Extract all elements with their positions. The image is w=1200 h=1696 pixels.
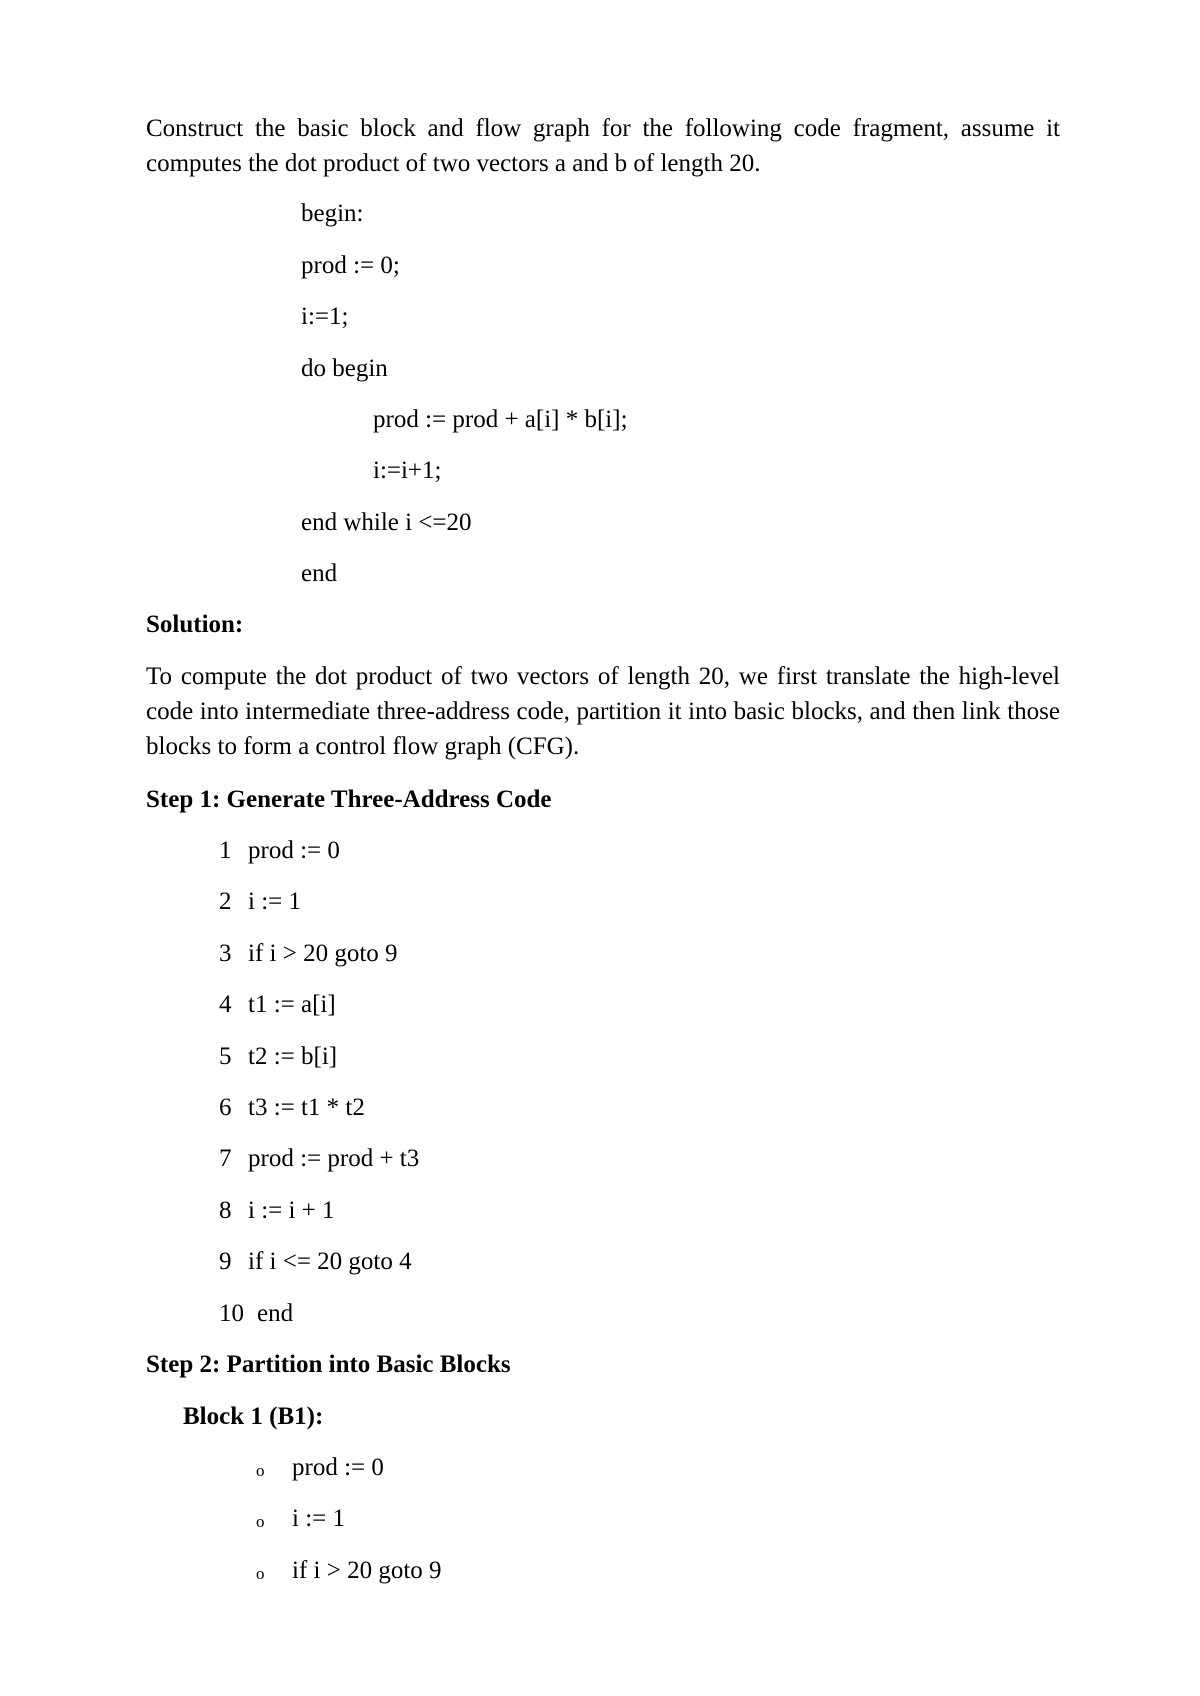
tac-line (219, 1142, 419, 1176)
source-line: end while i <=20 (301, 509, 472, 536)
tac-line-code: end (257, 1300, 294, 1327)
block1-title: Block 1 (B1): (183, 1403, 324, 1430)
tac-line-number: 10 (219, 1300, 244, 1327)
tac-line-number: 9 (219, 1248, 232, 1275)
tac-line-code: prod := prod + t3 (248, 1145, 420, 1172)
tac-line-code: i := i + 1 (248, 1197, 335, 1224)
source-line: do begin (301, 355, 388, 382)
source-line: prod := 0; (301, 252, 400, 279)
tac-line (219, 885, 301, 919)
tac-line-number: 4 (219, 991, 232, 1018)
source-line: end (301, 560, 338, 587)
block1-item: prod := 0 (292, 1454, 384, 1481)
source-line: prod := prod + a[i] * b[i]; (373, 406, 628, 433)
tac-line (219, 937, 398, 971)
bullet-marker: o (256, 1461, 265, 1480)
solution-paragraph: To compute the dot product of two vectors of length 20, we first translate the high-level code into intermediate three-address code, partition it into basic blocks, and then link those blocks to form a control flow graph (CFG). (146, 663, 1060, 760)
tac-line (219, 1040, 337, 1074)
tac-line-code: if i <= 20 goto 4 (248, 1248, 412, 1275)
tac-line-code: prod := 0 (248, 837, 340, 864)
tac-line (219, 1245, 412, 1279)
block1-item: if i > 20 goto 9 (292, 1557, 442, 1584)
tac-line-number: 2 (219, 888, 232, 915)
tac-line-code: t2 := b[i] (248, 1043, 338, 1070)
source-line: i:=1; (301, 303, 349, 330)
tac-line-code: i := 1 (248, 888, 301, 915)
tac-line (219, 834, 340, 868)
bullet-marker: o (256, 1512, 265, 1531)
tac-line-code: t1 := a[i] (248, 991, 336, 1018)
tac-line-number: 6 (219, 1094, 232, 1121)
tac-line (219, 1297, 293, 1331)
tac-line (219, 988, 336, 1022)
tac-line (219, 1091, 365, 1125)
source-line: begin: (301, 200, 364, 227)
tac-line-number: 3 (219, 940, 232, 967)
tac-line-number: 5 (219, 1043, 232, 1070)
tac-line-number: 7 (219, 1145, 232, 1172)
step2-heading: Step 2: Partition into Basic Blocks (146, 1351, 511, 1378)
source-line: i:=i+1; (373, 457, 442, 484)
tac-line-number: 1 (219, 837, 232, 864)
tac-line-number: 8 (219, 1197, 232, 1224)
block1-item: i := 1 (292, 1505, 345, 1532)
bullet-marker: o (256, 1564, 265, 1583)
tac-line (219, 1194, 335, 1228)
solution-heading: Solution: (146, 611, 244, 638)
tac-line-code: t3 := t1 * t2 (248, 1094, 365, 1121)
intro-paragraph: Construct the basic block and flow graph for the following code fragment, assume it computes the dot product of two vectors a and b of length 20. (146, 115, 1060, 177)
tac-line-code: if i > 20 goto 9 (248, 940, 398, 967)
step1-heading: Step 1: Generate Three-Address Code (146, 786, 552, 813)
